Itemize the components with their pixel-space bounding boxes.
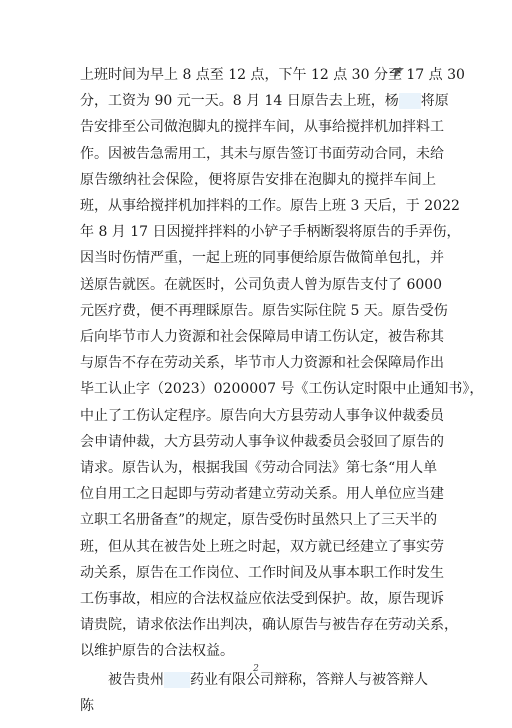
paragraph-plaintiff-claim <box>80 62 484 665</box>
text-line: 请贵院，请求依法作出判决，确认原告与被告存在劳动关系， <box>80 617 458 634</box>
paragraph-defendant-reply <box>80 667 436 719</box>
text-line: 请求。原告认为，根据我国《劳动合同法》第七条“用人单 <box>80 460 438 477</box>
text-line: 立职工名册备查”的规定，原告受伤时虽然只上了三天半的 <box>80 512 438 529</box>
text-segment: 被告贵州 <box>108 671 164 688</box>
text-line: 班，从事给搅拌机加拌料的工作。原告上班 3 天后，于 2022 <box>80 198 460 215</box>
document-body <box>80 62 484 719</box>
text-line: 班，但从其在被告处上班之时起，双方就已经建立了事实劳 <box>80 538 444 555</box>
text-segment: 分，工资为 90 元一天。8 月 14 日原告去上班，杨 <box>80 93 399 110</box>
text-line: 毕工认止字（2023）0200007 号《工伤认定时限中止通知书》， <box>80 381 484 398</box>
text-segment: 将原 <box>420 93 449 110</box>
redaction-mark <box>164 672 190 688</box>
text-segment: 药业有限公司辩称，答辩人与被答辩人陈 <box>80 671 428 714</box>
text-line: 告安排至公司做泡脚丸的搅拌车间，从事给搅拌机加拌料工 <box>80 119 444 136</box>
text-line: 动关系，原告在工作岗位、工作时间及从事本职工作时发生 <box>80 564 444 581</box>
text-line: 作。因被告急需用工，其未与原告签订书面劳动合同，未给 <box>80 145 444 162</box>
text-line: 会申请仲裁，大方县劳动人事争议仲裁委员会驳回了原告的 <box>80 433 444 450</box>
text-line: 因当时伤情严重，一起上班的同事便给原告做简单包扎，并 <box>80 250 444 267</box>
text-line: 位自用工之日起即与劳动者建立劳动关系。用人单位应当建 <box>80 486 444 503</box>
text-line: 以维护原告的合法权益。 <box>80 643 234 660</box>
text-line: 元医疗费，便不再理睬原告。原告实际住院 5 天。原告受伤 <box>80 302 448 319</box>
page-number: 2 <box>253 664 259 674</box>
redaction-mark <box>399 93 421 109</box>
text-line: 中止了工伤认定程序。原告向大方县劳动人事争议仲裁委员 <box>80 407 444 424</box>
text-line: 上班时间为早上 8 点至 12 点，下午 12 点 30 分至 17 点 30 <box>80 67 465 83</box>
text-line: 工伤事故，相应的合法权益应依法受到保护。故，原告现诉 <box>80 591 444 608</box>
text-line: 原告缴纳社会保险，便将原告安排在泡脚丸的搅拌车间上 <box>80 171 436 188</box>
text-line: 与原告不存在劳动关系，毕节市人力资源和社会保障局作出 <box>80 355 444 372</box>
text-line: 后向毕节市人力资源和社会保障局申请工伤认定，被告称其 <box>80 329 444 346</box>
text-line: 年 8 月 17 日因搅拌拌料的小铲子手柄断裂将原告的手弄伤， <box>80 224 461 241</box>
text-line-with-redaction <box>80 88 449 114</box>
text-line: 送原告就医。在就医时，公司负责人曾为原告支付了 6000 <box>80 276 443 293</box>
